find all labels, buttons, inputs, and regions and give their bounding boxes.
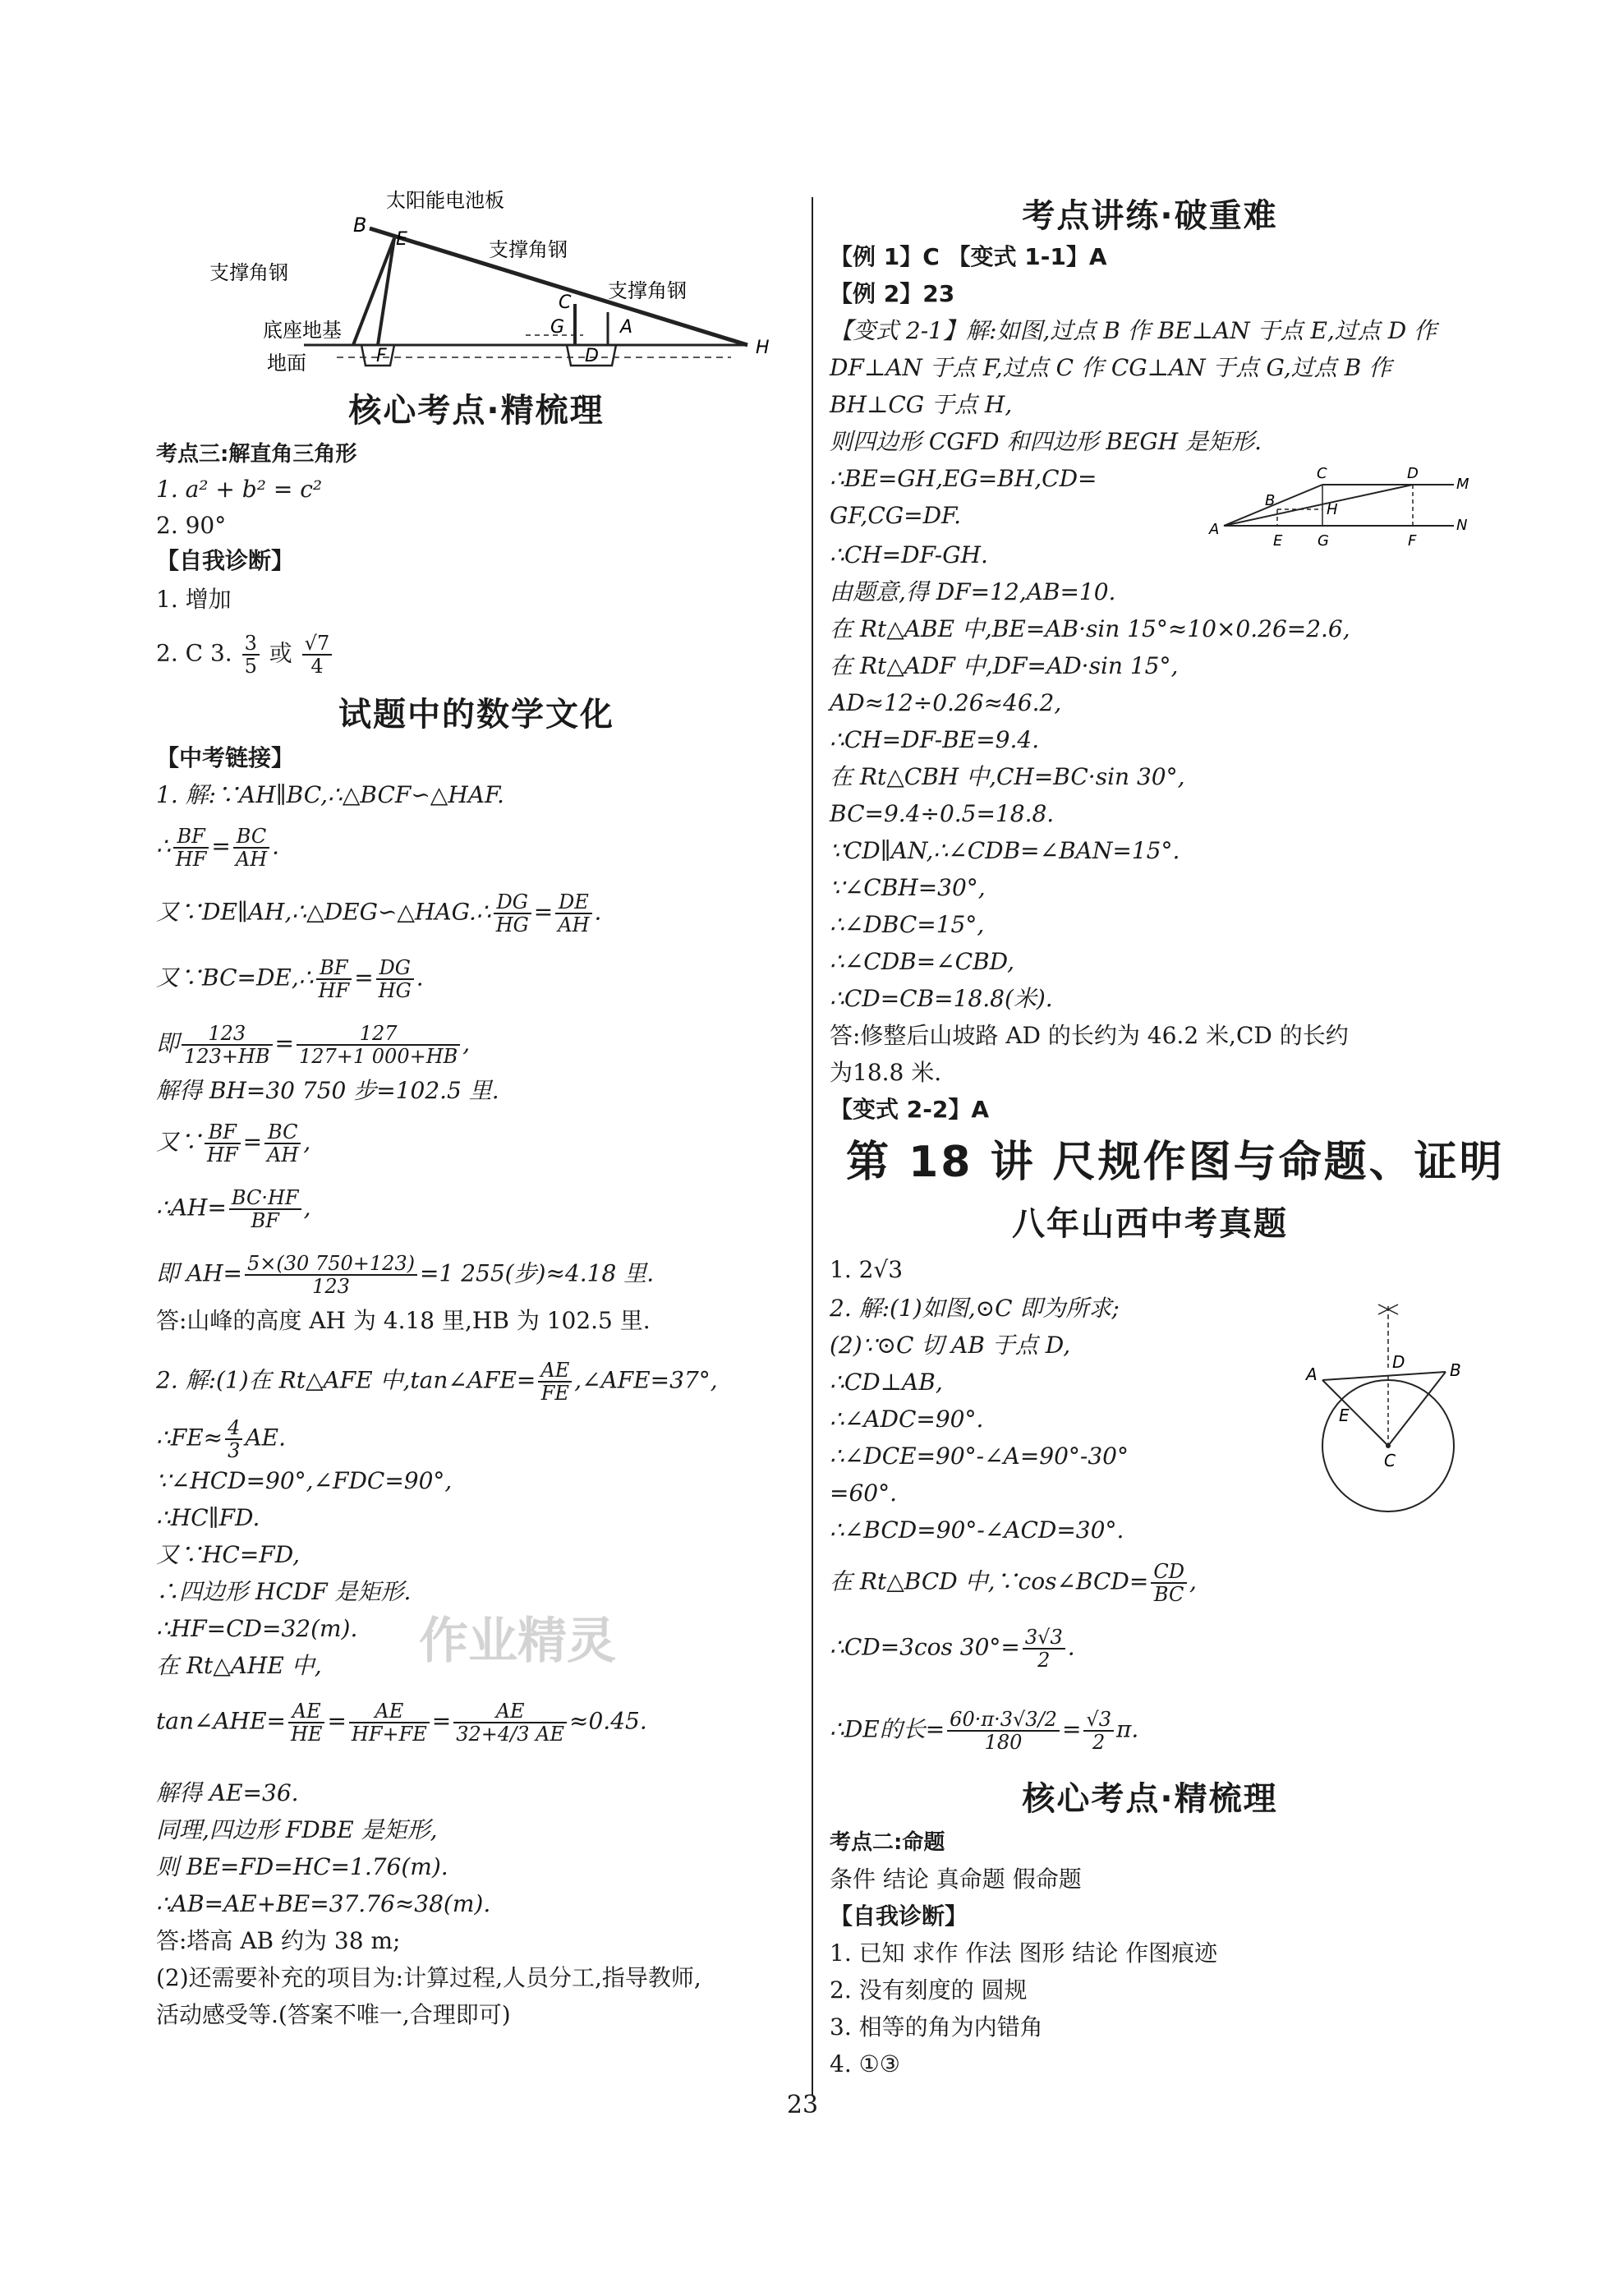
- p1-line7: 又∵ $\frac{BF}{HF}$ = $\frac{BC}{AH}$ ,: [156, 1120, 311, 1166]
- kaodian-2: 考点二:命题: [830, 1830, 945, 1855]
- label-G: G: [550, 317, 565, 338]
- label-H: H: [756, 338, 770, 358]
- kaodian-2-items: 条件 结论 真命题 假命题: [830, 1866, 1082, 1893]
- fig2-E: E: [1273, 532, 1283, 550]
- p2-line13: ∴AB=AE+BE=37.76≈38(m).: [156, 1890, 491, 1917]
- shanxi-2-line4: ∴∠ADC=90°.: [830, 1406, 984, 1433]
- variant-2-1-answer-1: 答:修整后山坡路 AD 的长约为 46.2 米,CD 的长约: [830, 1022, 1349, 1049]
- variant-2-1-line17: ∴∠DBC=15°,: [830, 911, 985, 938]
- variant-2-1-line3: BH⊥CG 于点 H,: [830, 391, 1013, 418]
- page-number: 23: [786, 2091, 819, 2119]
- label-support-1: 支撑角钢: [209, 261, 288, 284]
- fig3-A: A: [1306, 1364, 1318, 1384]
- self-diagnosis-2: 【自我诊断】: [830, 1903, 968, 1930]
- p2-line3: ∵∠HCD=90°,∠FDC=90°,: [156, 1467, 453, 1494]
- p2-line15: (2)还需要补充的项目为:计算过程,人员分工,指导教师,: [156, 1964, 701, 1991]
- p2-line7: ∴HF=CD=32(m).: [156, 1615, 358, 1642]
- item-1: 1. a² + b² = c²: [156, 476, 323, 503]
- fraction: $\frac{3}{5}$: [242, 633, 260, 677]
- variant-2-1-answer-2: 为18.8 米.: [830, 1059, 942, 1086]
- circle-figure: [1306, 1298, 1470, 1520]
- p1-answer: 答:山峰的高度 AH 为 4.18 里,HB 为 102.5 里.: [156, 1307, 651, 1334]
- fig2-B: B: [1265, 492, 1276, 509]
- variant-2-1-line5: ∴BE=GH,EG=BH,CD=: [830, 465, 1097, 492]
- fig2-M: M: [1456, 476, 1469, 493]
- column-divider: [812, 197, 813, 2095]
- fig2-N: N: [1456, 517, 1468, 534]
- diag2-4: 4. ①③: [830, 2050, 900, 2077]
- section-title-core-2: 核心考点·精梳理: [1022, 1780, 1278, 1818]
- fig2-H: H: [1327, 501, 1338, 518]
- fig2-F: F: [1408, 532, 1417, 550]
- label-F: F: [376, 346, 387, 366]
- diag-2-prefix: 2. C 3.: [156, 639, 232, 667]
- p1-line9: 即 AH= $\frac{5\times(30 750+123)}{123}$ =1 255(步)≈4.18 里.: [156, 1252, 655, 1298]
- diag2-1: 1. 已知 求作 作法 图形 结论 作图痕迹: [830, 1939, 1218, 1967]
- watermark: 作业精灵: [419, 1613, 616, 1670]
- example-1: 【例 1】C 【变式 1-1】A: [830, 243, 1107, 270]
- self-diagnosis: 【自我诊断】: [156, 547, 295, 574]
- label-ground: 地面: [267, 352, 306, 375]
- variant-2-1-line9: 在 Rt△ABE 中,BE=AB·sin 15°≈10×0.26=2.6,: [830, 615, 1350, 642]
- fig3-B: B: [1450, 1360, 1461, 1380]
- p1-line6: 解得 BH=30 750 步=102.5 里.: [156, 1077, 499, 1104]
- fig3-E: E: [1339, 1406, 1350, 1425]
- p1-line1: 1. 解:∵AH∥BC,∴△BCF∽△HAF.: [156, 781, 504, 808]
- variant-2-1-line19: ∴CD=CB=18.8(米).: [830, 985, 1053, 1012]
- variant-2-1-line6: GF,CG=DF.: [830, 502, 962, 529]
- p2-line12: 则 BE=FD=HC=1.76(m).: [156, 1853, 448, 1880]
- diag-1: 1. 增加: [156, 586, 232, 613]
- p2-line14: 答:塔高 AB 约为 38 m;: [156, 1927, 401, 1954]
- section-title-core: 核心考点·精梳理: [348, 392, 605, 430]
- variant-2-1-line4: 则四边形 CGFD 和四边形 BEGH 是矩形.: [830, 428, 1262, 455]
- variant-2-1-line8: 由题意,得 DF=12,AB=10.: [830, 578, 1116, 605]
- shanxi-2-line1: 2. 解:(1)如图,⊙C 即为所求;: [830, 1295, 1120, 1322]
- shanxi-2-line8: 在 Rt△BCD 中,∵cos∠BCD= $\frac{CD}{BC}$ ,: [830, 1560, 1197, 1606]
- example-2: 【例 2】23: [830, 280, 955, 307]
- variant-2-1-line10: 在 Rt△ADF 中,DF=AD·sin 15°,: [830, 652, 1179, 679]
- label-base: 底座地基: [263, 319, 342, 342]
- diag2-3: 3. 相等的角为内错角: [830, 2013, 1043, 2041]
- label-D: D: [585, 346, 599, 366]
- p2-line4: ∴HC∥FD.: [156, 1504, 260, 1531]
- p2-line10: 解得 AE=36.: [156, 1779, 299, 1806]
- p2-line2: ∴FE≈ $\frac{4}{3}$ AE.: [156, 1416, 286, 1462]
- variant-2-1-line2: DF⊥AN 于点 F,过点 C 作 CG⊥AN 于点 G,过点 B 作: [830, 354, 1392, 381]
- fig2-D: D: [1407, 465, 1419, 482]
- label-support-2: 支撑角钢: [489, 238, 568, 261]
- p1-line8: ∴AH= $\frac{BC\cdot HF}{BF}$ ,: [156, 1186, 311, 1232]
- section-title-shanxi: 八年山西中考真题: [1012, 1205, 1288, 1243]
- p2-line9: tan∠AHE= $\frac{AE}{HE}$ = $\frac{AE}{HF+FE}$ = $\frac{AE}{32+4/3 AE}$ ≈0.45.: [156, 1700, 647, 1746]
- or-text: 或: [269, 639, 292, 667]
- variant-2-1-line11: AD≈12÷0.26≈46.2,: [830, 689, 1062, 716]
- variant-2-1-line18: ∴∠CDB=∠CBD,: [830, 948, 1014, 975]
- p1-line4: 又∵BC=DE,∴ $\frac{BF}{HF}$ = $\frac{DG}{HG}$ .: [156, 956, 424, 1002]
- p2-line16: 活动感受等.(答案不唯一,合理即可): [156, 2001, 511, 2028]
- fig3-D: D: [1392, 1352, 1405, 1372]
- p2-line6: ∴四边形 HCDF 是矩形.: [156, 1578, 412, 1605]
- solar-panel-figure: [209, 189, 846, 378]
- fig2-C: C: [1317, 465, 1327, 482]
- variant-2-1-line1: 【变式 2-1】解:如图,过点 B 作 BE⊥AN 于点 E,过点 D 作: [830, 317, 1437, 344]
- section-title-practice: 考点讲练·破重难: [1022, 197, 1278, 235]
- variant-2-1-line16: ∵∠CBH=30°,: [830, 874, 986, 901]
- label-E: E: [396, 229, 407, 250]
- variant-2-1-line14: BC=9.4÷0.5=18.8.: [830, 800, 1055, 827]
- kaodian-3: 考点三:解直角三角形: [156, 442, 357, 467]
- label-C: C: [559, 292, 572, 313]
- label-A: A: [620, 317, 633, 338]
- variant-2-1-line13: 在 Rt△CBH 中,CH=BC·sin 30°,: [830, 763, 1185, 790]
- diag-2-3: [156, 633, 334, 677]
- shanxi-2-line6: =60°.: [830, 1479, 897, 1507]
- p2-line1: 2. 解:(1)在 Rt△AFE 中,tan∠AFE= $\frac{AE}{FE}$ ,∠AFE=37°,: [156, 1359, 718, 1405]
- label-B: B: [353, 214, 367, 237]
- lecture-title: 第 18 讲 尺规作图与命题、证明: [846, 1138, 1505, 1187]
- fraction: $\frac{√7}{4}$: [302, 633, 333, 677]
- diag2-2: 2. 没有刻度的 圆规: [830, 1976, 1028, 2004]
- shanxi-2-line7: ∴∠BCD=90°-∠ACD=30°.: [830, 1516, 1124, 1544]
- p1-line2: ∴ $\frac{BF}{HF}$ = $\frac{BC}{AH}$ .: [156, 825, 280, 871]
- label-solar-panel: 太阳能电池板: [386, 189, 504, 212]
- variant-2-1-line7: ∴CH=DF-GH.: [830, 541, 988, 568]
- slope-figure: [1207, 460, 1470, 559]
- p2-line5: 又∵HC=FD,: [156, 1541, 301, 1568]
- section-title-culture: 试题中的数学文化: [338, 696, 614, 734]
- shanxi-1: 1. 2√3: [830, 1256, 904, 1283]
- p1-line5: 即 $\frac{123}{123+HB}$ = $\frac{127}{127+1 000+HB}$ ,: [156, 1022, 471, 1068]
- fig2-G: G: [1318, 532, 1329, 550]
- shanxi-2-line5: ∴∠DCE=90°-∠A=90°-30°: [830, 1442, 1129, 1470]
- label-support-3: 支撑角钢: [608, 279, 687, 302]
- shanxi-2-line9: ∴CD=3cos 30°= $\frac{3√3}{2}$ .: [830, 1626, 1075, 1672]
- shanxi-2-line2: (2)∵⊙C 切 AB 于点 D,: [830, 1332, 1071, 1359]
- variant-2-1-line15: ∵CD∥AN,∴∠CDB=∠BAN=15°.: [830, 837, 1180, 864]
- exam-link: 【中考链接】: [156, 744, 295, 771]
- shanxi-2-line3: ∴CD⊥AB,: [830, 1369, 943, 1396]
- p2-line8: 在 Rt△AHE 中,: [156, 1652, 322, 1679]
- shanxi-2-line10: ∴DE的长= $\frac{60\cdot\pi\cdot 3√3/2}{180}$ = $\frac{√3}{2}$ π.: [830, 1708, 1139, 1754]
- item-2: 2. 90°: [156, 512, 227, 539]
- p2-line11: 同理,四边形 FDBE 是矩形,: [156, 1816, 438, 1843]
- variant-2-2: 【变式 2-2】A: [830, 1096, 990, 1123]
- p1-line3: 又∵DE∥AH,∴△DEG∽△HAG.∴ $\frac{DG}{HG}$ = $\frac{DE}{AH}$ .: [156, 890, 602, 936]
- fig2-A: A: [1209, 521, 1220, 538]
- fig3-C: C: [1384, 1451, 1396, 1470]
- variant-2-1-line12: ∴CH=DF-BE=9.4.: [830, 726, 1040, 753]
